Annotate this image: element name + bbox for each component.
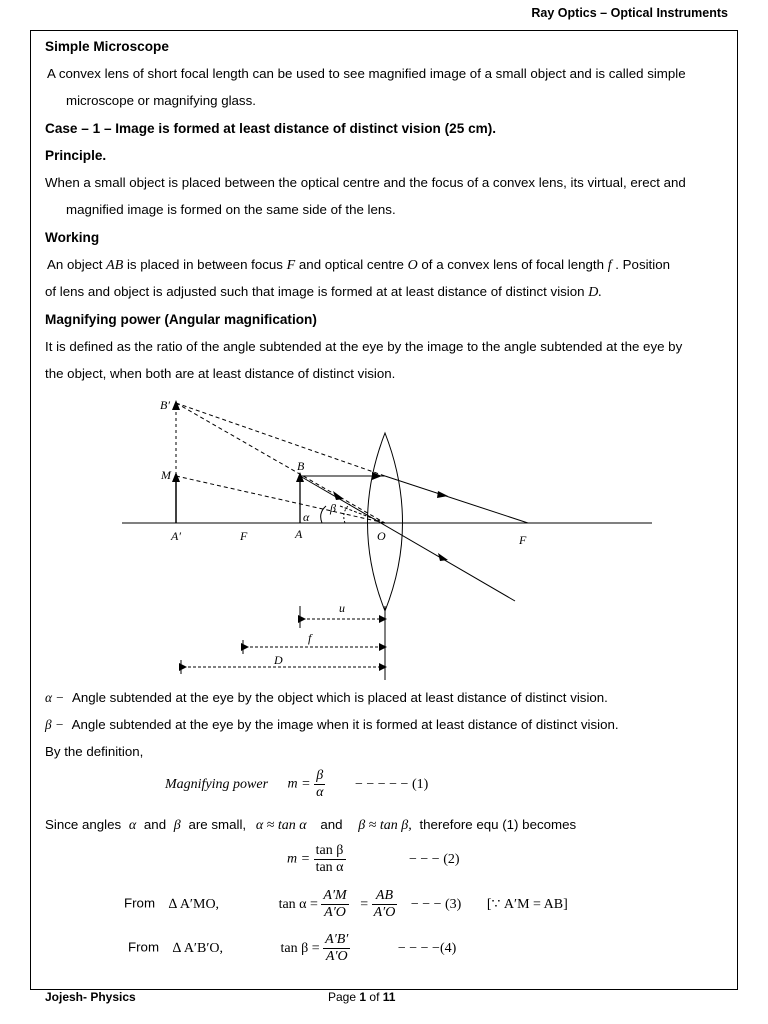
ray-refracted [385,476,528,523]
eq1-lhs: Magnifying power [165,776,269,792]
eq3-note: [∵ A′M = AB] [486,896,568,912]
working-text-g: of a convex lens of focal length [421,257,604,272]
footer-author: Jojesh- Physics [45,990,136,1004]
label-d: D [274,653,283,667]
eq2-fraction [314,843,346,876]
eq1-m: m = [287,776,311,792]
working-text-2a: of lens and object is adjusted such that image is formed at at least distance of distinct vision [45,284,585,299]
label-a-prime: A′ [171,529,181,543]
footer-of-word: of [369,990,380,1004]
since-and2: and [320,817,343,832]
eq1-tag: − − − − − (1) [354,776,429,792]
page-header-title: Ray Optics – Optical Instruments [531,6,728,20]
label-a: A [295,527,303,541]
label-alpha: α [303,510,310,524]
since-approx2: β ≈ tan β, [358,818,412,833]
principle-line-1: When a small object is placed between the optical centre and the focus of a convex lens, its virtual, erect and [45,175,686,190]
working-math-f: F [286,258,296,273]
label-b-prime: B′ [160,398,170,412]
def-beta [45,716,619,734]
eq4-tag: − − − −(4) [397,940,457,956]
working-math-ab: AB [106,258,124,273]
working-text-a: An object [47,257,103,272]
eq1-den: α [316,785,324,800]
since-line [45,816,576,835]
eq2-tag: − − − (2) [409,851,460,867]
mp-heading: Magnifying power (Angular magnification) [45,312,317,327]
ray-central-arrow-2 [438,553,448,561]
intro-line-1: A convex lens of short focal length can be used to see magnified image of a small object and is called simple [47,66,686,81]
working-math-focal: f [607,258,612,273]
eq1-num: β [314,768,325,785]
eq2-m: m = [287,851,311,867]
intro-line-2: microscope or magnifying glass. [66,93,256,108]
convex-lens [368,433,403,611]
eq2-den: tan α [315,860,344,875]
eq3-num2: AB [372,888,398,905]
since-a: Since angles [45,817,122,832]
eq3-lhs: tan α = [278,896,318,912]
eq3-den2: A′O [373,905,396,920]
def-alpha-text: Angle subtended at the eye by the object which is placed at least distance of distinct vision. [71,690,608,705]
since-and1: and [143,817,167,832]
footer-page-word: Page [328,990,357,1004]
working-line-2 [45,283,602,302]
working-math-d: D. [588,285,602,300]
eq3-fraction-1 [321,888,348,921]
section-title: Simple Microscope [45,39,169,54]
label-beta: β [330,501,336,515]
working-text-i: . Position [615,257,670,272]
beta-arc [344,504,350,523]
def-alpha [45,689,608,707]
eq3-from: From [124,895,156,911]
working-line-1 [47,256,670,275]
since-b: are small, [188,817,247,832]
ray-diagram [0,388,768,688]
eq3-tag: − − − (3) [410,896,462,912]
working-text-c: is placed in between focus [126,257,283,272]
mp-line-2: the object, when both are at least distance of distinct vision. [45,366,396,381]
eq4-num: A′B′ [325,932,349,947]
ray-dashed-2 [176,403,385,523]
footer-page [328,990,395,1004]
label-f-right: F [519,533,527,547]
eq2-num: tan β [314,843,346,860]
eq4-fraction [323,932,350,965]
since-approx1: α ≈ tan α [255,818,307,833]
eq4-triangle: ∆ A′B′O, [172,940,224,956]
footer-page-num: 1 [359,990,367,1004]
def-beta-symbol: β − [45,717,64,732]
since-beta: β [173,818,181,833]
label-m: M [161,468,171,482]
ray-central [300,476,515,601]
def-beta-text: Angle subtended at the eye by the image when it is formed at least distance of distinct vision. [71,717,619,732]
case-heading: Case – 1 – Image is formed at least distance of distinct vision (25 cm). [45,121,497,136]
principle-heading: Principle. [45,148,107,163]
eq3-num1: A′M [323,888,347,903]
ray-refracted-arrow [437,491,448,498]
by-definition: By the definition, [45,744,144,759]
working-heading: Working [45,230,100,245]
label-o: O [377,529,386,543]
working-math-o: O [407,258,418,273]
label-b: B [297,459,305,473]
equation-1 [165,768,428,801]
principle-line-2: magnified image is formed on the same side of the lens. [66,202,396,217]
mp-line-1: It is defined as the ratio of the angle subtended at the eye by the image to the angle subtended at the eye by [45,339,683,354]
eq4-from: From [128,939,160,955]
eq3-den1: A′O [324,905,346,920]
since-c: therefore equ (1) becomes [419,817,577,832]
def-alpha-symbol: α − [45,690,65,705]
label-u: u [339,601,345,615]
equation-2 [287,843,460,876]
eq4-lhs: tan β = [280,940,320,956]
equation-4 [128,932,456,965]
since-alpha: α [128,818,137,833]
footer-page-total: 11 [382,990,396,1004]
eq3-fraction-2 [372,888,398,921]
object-arrow-head [296,472,304,482]
eq1-fraction [314,768,325,801]
eq3-equals: = [360,896,369,912]
label-f: f [308,631,312,645]
label-f-left: F [240,529,248,543]
working-text-e: and optical centre [298,257,404,272]
ray-dashed-3 [176,476,385,523]
equation-3 [124,888,568,921]
eq4-den: A′O [325,949,348,964]
eq3-triangle: ∆ A′MO, [168,896,220,912]
ray-dashed-1 [176,403,385,476]
